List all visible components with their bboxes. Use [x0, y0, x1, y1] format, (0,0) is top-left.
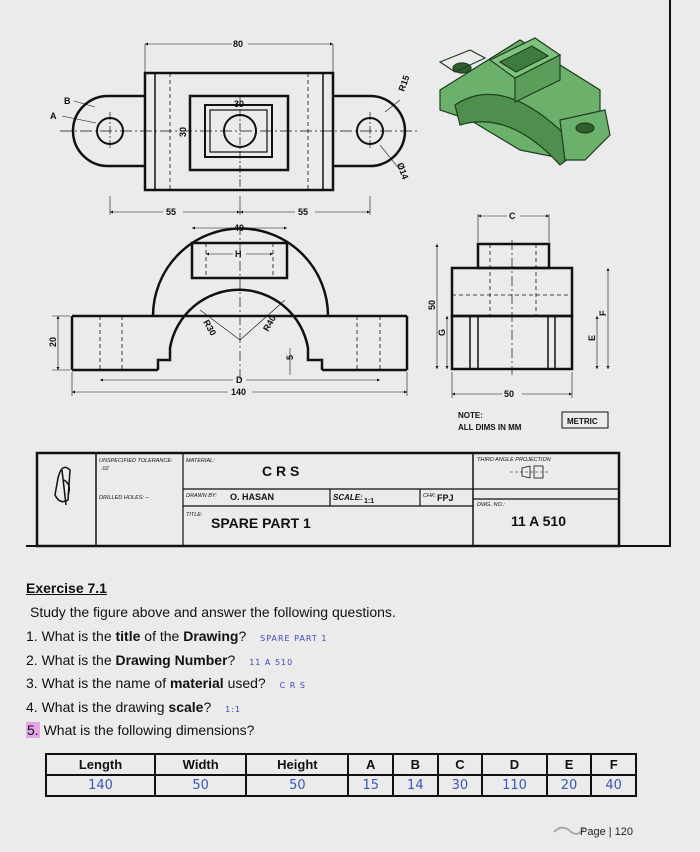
dim-55-left: 55 [166, 207, 177, 217]
dim-30-vertical: 30 [178, 126, 188, 137]
drilled-label: DRILLED HOLES: – [99, 495, 149, 501]
note [458, 411, 522, 432]
value-c: 30 [438, 775, 483, 796]
table-row [46, 775, 636, 796]
value-f: 40 [591, 775, 636, 796]
drawn-label: DRAWN BY: [186, 493, 217, 499]
scale-value: 1:1 [364, 498, 375, 505]
exercise-intro: Study the figure above and answer the following questions. [30, 604, 396, 620]
question-4: 4. What is the drawing scale? 1:1 [26, 698, 242, 715]
exercise-heading: Exercise 7.1 [26, 580, 107, 596]
top-view [60, 44, 420, 215]
projection-label: THIRD ANGLE PROJECTION [477, 457, 551, 463]
label-f: F [598, 310, 608, 316]
side-view-labels [427, 211, 608, 399]
logo-icon [55, 467, 70, 505]
answer-4: 1:1 [225, 704, 242, 714]
question-2: 2. What is the Drawing Number? 11 A 510 [26, 651, 294, 668]
dim-20: 20 [48, 336, 58, 347]
label-c: C [509, 211, 516, 221]
tolerance-label: UNSPECIFIED TOLERANCE: [99, 458, 173, 464]
dim-dia14: Ø14 [395, 161, 411, 181]
header-b: B [393, 754, 438, 775]
material-label: MATERIAL: [186, 458, 215, 464]
answer-3: C R S [279, 681, 306, 690]
question-3: 3. What is the name of material used? C R S [26, 675, 306, 691]
header-length: Length [46, 754, 155, 775]
header-c: C [438, 754, 483, 775]
header-d: D [482, 754, 547, 775]
header-a: A [348, 754, 393, 775]
value-b: 14 [393, 775, 438, 796]
question-1: 1. What is the title of the Drawing? SPARE PART 1 [26, 628, 328, 644]
dim-80: 80 [233, 39, 244, 49]
label-a: A [50, 111, 57, 121]
label-e: E [587, 334, 597, 341]
dim-50-vertical: 50 [427, 299, 437, 310]
value-length: 140 [46, 775, 155, 796]
header-width: Width [155, 754, 246, 775]
dim-5: 5 [285, 354, 295, 360]
label-h: H [235, 249, 242, 259]
answer-1: SPARE PART 1 [260, 634, 328, 643]
front-view [52, 225, 407, 396]
value-a: 15 [348, 775, 393, 796]
drawn-value: O. HASAN [230, 492, 275, 502]
chk-label: CHK: [423, 493, 437, 499]
dim-r40: R40 [261, 313, 278, 333]
title-block-text [99, 457, 566, 531]
dim-30-horizontal: 30 [234, 99, 245, 109]
chk-value: FPJ [437, 493, 454, 503]
metric-label: METRIC [567, 417, 598, 426]
isometric-view [440, 38, 610, 165]
label-b: B [64, 96, 71, 106]
label-g: G [437, 328, 447, 336]
dim-140: 140 [231, 387, 247, 397]
header-height: Height [246, 754, 348, 775]
value-d: 110 [482, 775, 547, 796]
value-width: 50 [155, 775, 246, 796]
dim-50-bottom: 50 [504, 389, 515, 399]
note-line2: ALL DIMS IN MM [458, 423, 522, 432]
scale-label: SCALE: [333, 493, 363, 502]
material-value: C R S [262, 463, 300, 479]
table-header-row [46, 754, 636, 775]
value-height: 50 [246, 775, 348, 796]
dim-r30: R30 [201, 318, 219, 338]
label-d: D [236, 375, 243, 385]
dwg-label: DWG. NO.: [477, 502, 505, 508]
header-f: F [591, 754, 636, 775]
title-label: TITLE: [186, 512, 203, 518]
question-5: 5. What is the following dimensions? [27, 722, 255, 738]
side-view [437, 214, 608, 398]
answer-2: 11 A 510 [249, 657, 294, 667]
question-list [26, 626, 327, 742]
dim-40: 40 [234, 223, 245, 233]
dwg-value: 11 A 510 [511, 513, 567, 529]
title-value: SPARE PART 1 [211, 515, 311, 531]
tolerance-value: .02 [101, 466, 109, 472]
page-number: Page | 120 [580, 826, 634, 838]
dimensions-table [45, 753, 637, 797]
dim-55-right: 55 [298, 207, 309, 217]
dim-r15: R15 [396, 73, 412, 93]
note-line1: NOTE: [458, 411, 483, 420]
header-e: E [547, 754, 592, 775]
value-e: 20 [547, 775, 592, 796]
